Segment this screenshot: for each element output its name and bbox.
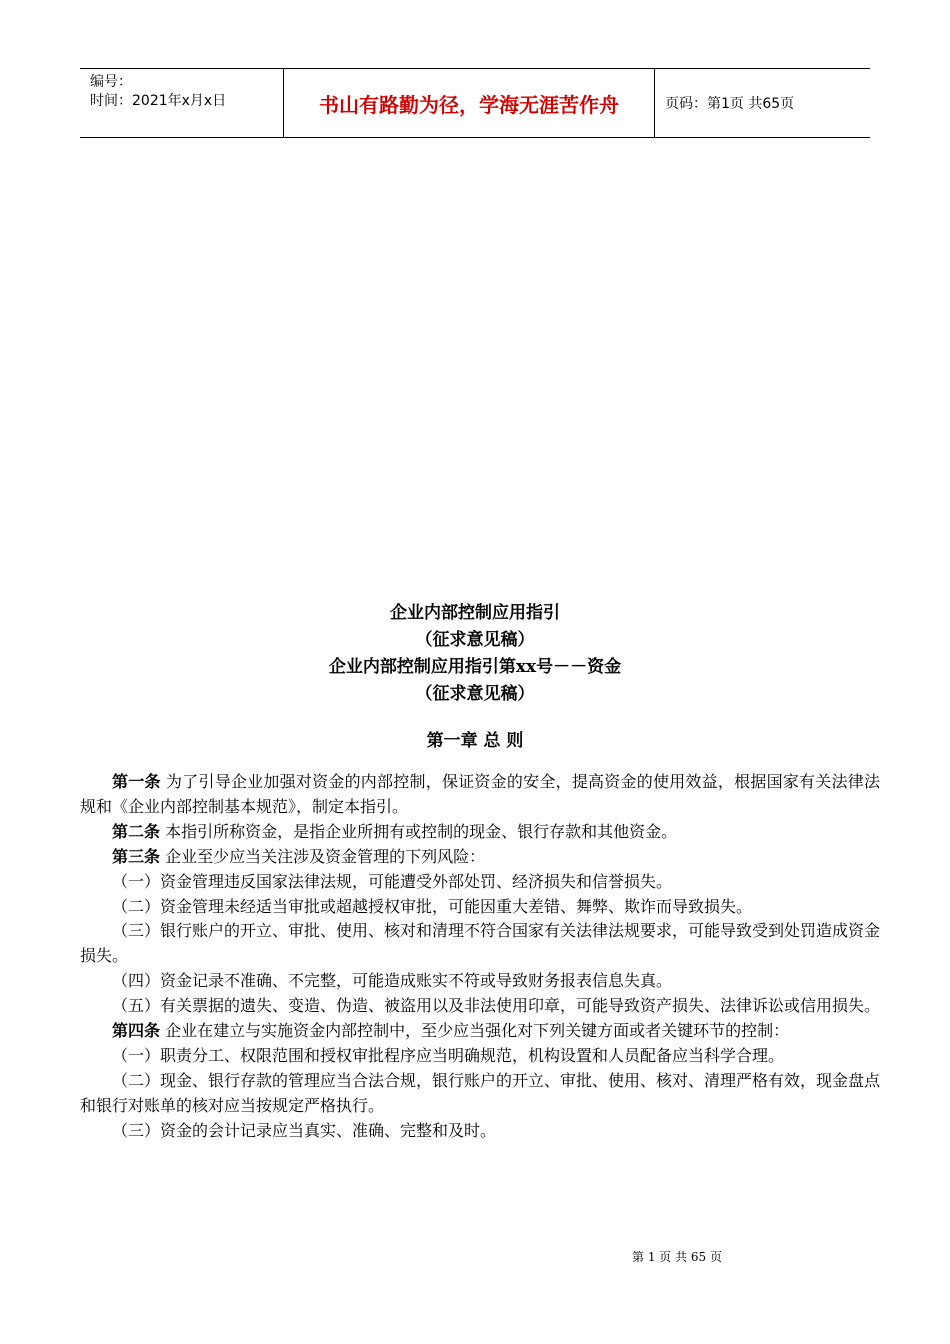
- main-subtitle: （征求意见稿）: [415, 630, 535, 650]
- paragraph: [80, 820, 880, 845]
- paragraph-text: （三）资金的会计记录应当真实、准确、完整和及时。: [112, 1120, 497, 1140]
- paragraph-text: （三）银行账户的开立、审批、使用、核对和清理不符合国家有关法律法规要求，可能导致受到处罚造成资金损失。: [80, 921, 881, 966]
- paragraph-text: （一）职责分工、权限范围和授权审批程序应当明确规范，机构设置和人员配备应当科学合理。: [112, 1045, 785, 1065]
- document-time-label: 时间：2021年x月x日: [90, 93, 227, 109]
- paragraph-text: （四）资金记录不准确、不完整，可能造成账实不符或导致财务报表信息失真。: [112, 971, 673, 991]
- paragraph-text: 企业至少应当关注涉及资金管理的下列风险：: [165, 846, 486, 866]
- document-body: [80, 770, 880, 1144]
- header-left-cell: [80, 69, 283, 137]
- paragraph-text: （一）资金管理违反国家法律法规，可能遭受外部处罚、经济损失和信誉损失。: [112, 871, 673, 891]
- paragraph-text: 企业在建立与实施资金内部控制中，至少应当强化对下列关键方面或者关键环节的控制：: [165, 1021, 790, 1041]
- chapter-heading: 第一章 总 则: [426, 731, 524, 751]
- page-info-text: 页码：第1页 共65页: [665, 96, 795, 112]
- article-number: 第四条: [112, 1021, 161, 1041]
- paragraph-text: 本指引所称资金，是指企业所拥有或控制的现金、银行存款和其他资金。: [165, 821, 678, 841]
- guideline-subtitle: （征求意见稿）: [415, 684, 535, 704]
- article-number: 第二条: [112, 821, 161, 841]
- document-number-label: 编号：: [90, 74, 132, 90]
- page-header: [80, 68, 870, 138]
- article-number: 第一条: [112, 772, 161, 791]
- paragraph: [80, 870, 880, 895]
- guideline-title: 企业内部控制应用指引第xx号－－资金: [328, 657, 622, 677]
- article-number: 第三条: [112, 846, 161, 866]
- paragraph: [80, 1069, 880, 1119]
- paragraph-text: （二）现金、银行存款的管理应当合法合规，银行账户的开立、审批、使用、核对、清理严格有效，现金盘点和银行对账单的核对应当按规定严格执行。: [80, 1070, 881, 1115]
- paragraph: [80, 919, 880, 969]
- motto-text: 书山有路勤为径，学海无涯苦作舟: [319, 92, 619, 117]
- paragraph: [80, 1119, 880, 1144]
- header-page-info: [655, 69, 870, 137]
- paragraph-text: 为了引导企业加强对资金的内部控制，保证资金的安全，提高资金的使用效益，根据国家有关法律法规和《企业内部控制基本规范》，制定本指引。: [80, 772, 880, 816]
- document-titles: [0, 600, 950, 708]
- paragraph: [80, 1019, 880, 1044]
- paragraph: [80, 895, 880, 920]
- paragraph: [80, 1044, 880, 1069]
- paragraph: [80, 770, 880, 820]
- page-footer: 第 1 页 共 65 页: [632, 1250, 722, 1264]
- paragraph: [80, 845, 880, 870]
- paragraph-text: （五）有关票据的遗失、变造、伪造、被盗用以及非法使用印章，可能导致资产损失、法律诉讼或信用损失。: [112, 996, 881, 1016]
- paragraph: [80, 969, 880, 994]
- header-motto: [283, 69, 655, 137]
- main-title: 企业内部控制应用指引: [390, 603, 560, 623]
- paragraph-text: （二）资金管理未经适当审批或超越授权审批，可能因重大差错、舞弊、欺诈而导致损失。: [112, 896, 753, 916]
- paragraph: [80, 994, 880, 1019]
